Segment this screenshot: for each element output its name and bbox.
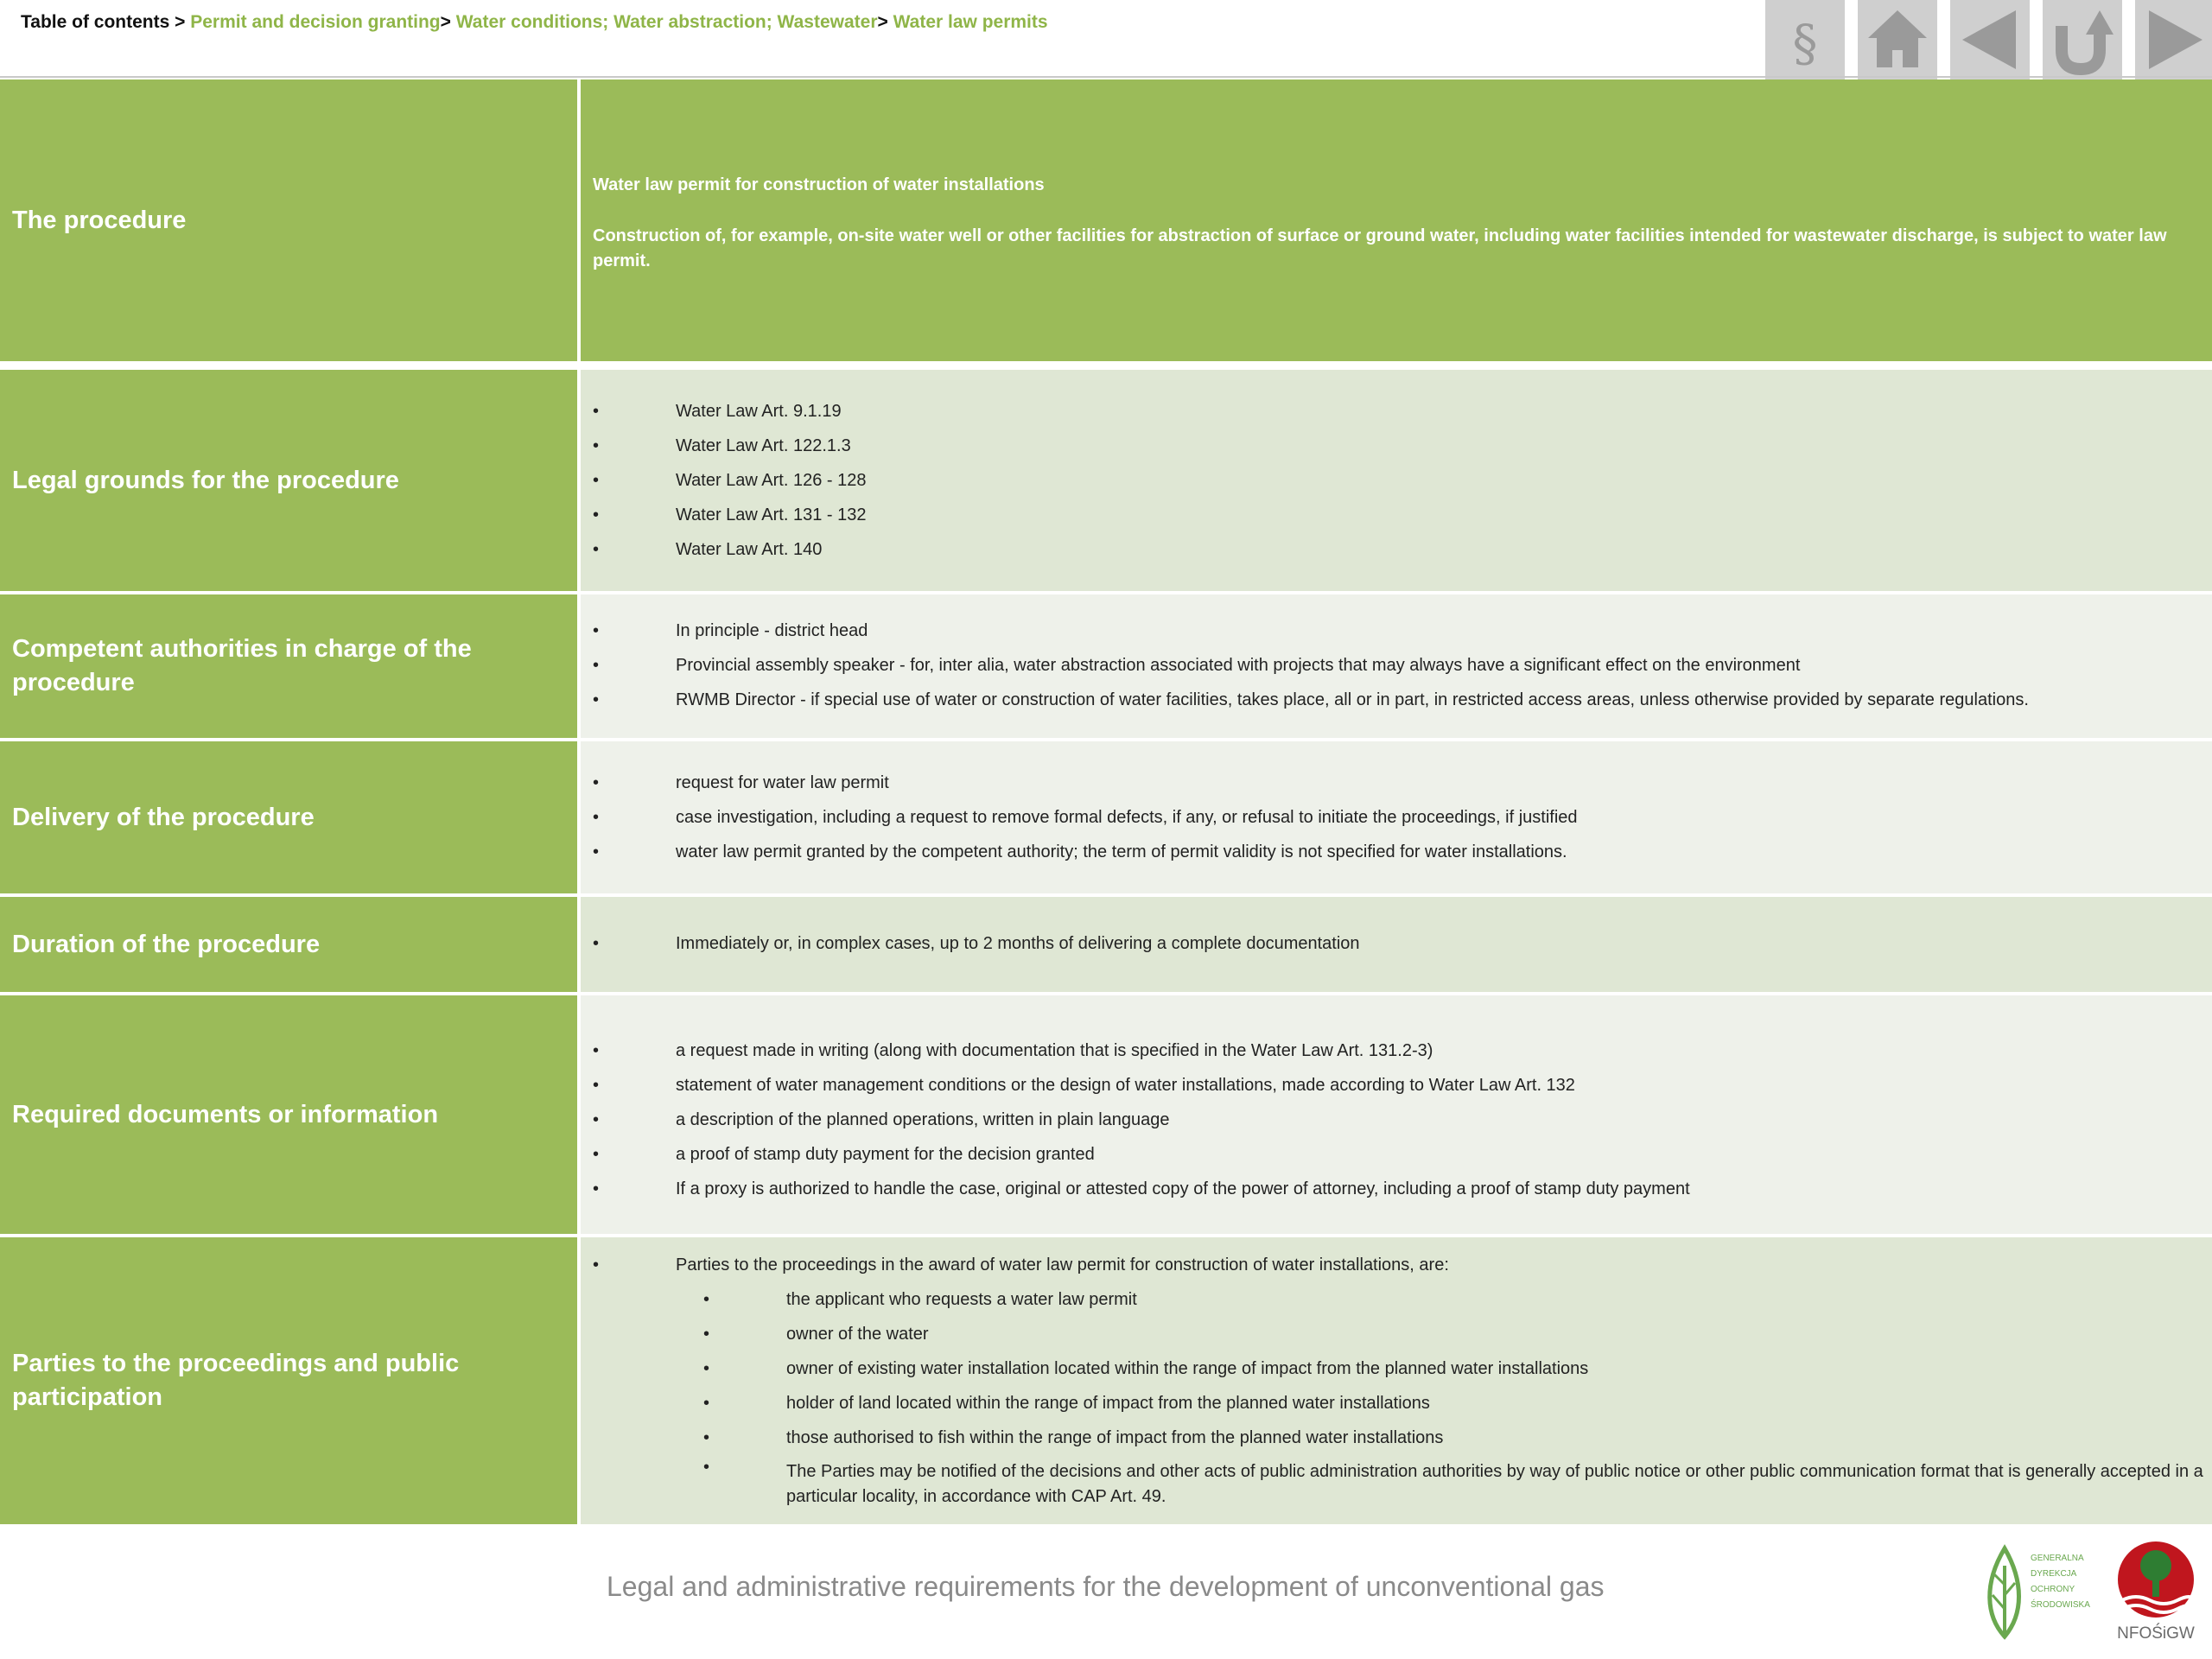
- table-row-parties: [0, 1237, 2212, 1524]
- parties-sub-list: [676, 1282, 2203, 1510]
- row-content-cell: [581, 995, 2212, 1234]
- sub-list-item: • owner of the water: [593, 1317, 2203, 1351]
- gdos-logo-line: ŚRODOWISKA: [2031, 1600, 2090, 1610]
- list-item: • Water Law Art. 126 - 128: [593, 463, 2203, 498]
- legal-grounds-list: [593, 394, 2203, 567]
- list-item: • Provincial assembly speaker - for, inter alia, water abstraction associated with projects that may always have a significant effect on the environment: [593, 648, 2203, 683]
- sub-list-item: • owner of existing water installation located within the range of impact from the planned water installations: [593, 1351, 2203, 1386]
- list-item: • RWMB Director - if special use of water or construction of water facilities, takes place, all or in part, in restricted access areas, unless otherwise provided by separate regulations.: [593, 683, 2203, 717]
- next-button[interactable]: [2135, 0, 2212, 79]
- list-item: • Water Law Art. 9.1.19: [593, 394, 2203, 429]
- list-item: • If a proxy is authorized to handle the case, original or attested copy of the power of attorney, including a proof of stamp duty payment: [593, 1172, 2203, 1206]
- home-button[interactable]: [1858, 0, 1937, 79]
- list-item: • request for water law permit: [593, 766, 2203, 800]
- list-item: [593, 1248, 2203, 1510]
- duration-list: [593, 926, 2203, 961]
- table-row-required-documents: [0, 995, 2212, 1234]
- procedure-title: Water law permit for construction of water installations: [593, 175, 1045, 194]
- row-content-cell: [581, 741, 2212, 893]
- parties-lead: Parties to the proceedings in the award of water law permit for construction of water installations, are:: [676, 1255, 1449, 1274]
- row-label-cell: [0, 741, 577, 893]
- home-icon: [1858, 0, 1937, 79]
- breadcrumb: [21, 12, 1048, 33]
- gdos-logo: [1979, 1540, 2091, 1643]
- row-label-cell: [0, 897, 577, 992]
- list-item: • a proof of stamp duty payment for the decision granted: [593, 1137, 2203, 1172]
- list-item: • a request made in writing (along with documentation that is specified in the Water Law Art. 131.2-3): [593, 1033, 2203, 1068]
- list-item: • Water Law Art. 122.1.3: [593, 429, 2203, 463]
- triangle-left-icon: [1950, 0, 2030, 79]
- row-content-cell: [581, 594, 2212, 738]
- u-turn-arrow-icon: [2043, 0, 2122, 79]
- row-label-cell: [0, 594, 577, 738]
- table-row-procedure: [0, 79, 2212, 361]
- breadcrumb-root-link[interactable]: Table of contents: [21, 12, 170, 32]
- procedure-description: [593, 173, 2191, 274]
- gdos-logo-line: DYREKCJA: [2031, 1569, 2077, 1579]
- triangle-right-icon: [2135, 0, 2212, 79]
- row-label: Legal grounds for the procedure: [12, 466, 399, 494]
- return-button[interactable]: [2043, 0, 2122, 79]
- table-row-legal-grounds: [0, 370, 2212, 591]
- list-item: • a description of the planned operations, written in plain language: [593, 1103, 2203, 1137]
- row-label: Required documents or information: [12, 1100, 439, 1128]
- row-content-cell: [581, 897, 2212, 992]
- list-item: • Water Law Art. 140: [593, 532, 2203, 567]
- parties-list: [593, 1248, 2203, 1510]
- row-label-cell: [0, 370, 577, 591]
- breadcrumb-separator: >: [175, 12, 186, 32]
- list-item: • Water Law Art. 131 - 132: [593, 498, 2203, 532]
- section-sign-icon: §: [1792, 14, 1818, 73]
- row-label: The procedure: [12, 206, 187, 234]
- sub-list-item: • those authorised to fish within the range of impact from the planned water installations: [593, 1421, 2203, 1455]
- list-item: • case investigation, including a request to remove formal defects, if any, or refusal to initiate the proceedings, if justified: [593, 800, 2203, 835]
- row-content-cell: [581, 1237, 2212, 1524]
- row-content-cell: [581, 79, 2212, 361]
- procedure-text: Construction of, for example, on-site water well or other facilities for abstraction of surface or ground water, including water facilities intended for wastewater discharge, is subject to water law permit.: [593, 226, 2167, 270]
- row-label: Duration of the procedure: [12, 930, 321, 958]
- table-row-duration: [0, 897, 2212, 992]
- row-label: Delivery of the procedure: [12, 803, 315, 831]
- list-item: • water law permit granted by the competent authority; the term of permit validity is not specified for water installations.: [593, 835, 2203, 869]
- row-label-cell: [0, 995, 577, 1234]
- breadcrumb-separator: >: [440, 12, 451, 32]
- breadcrumb-item-water-conditions[interactable]: Water conditions; Water abstraction; Wastewater: [455, 12, 878, 32]
- table-row-competent-authorities: [0, 594, 2212, 738]
- nfosigw-logo-text: NFOŚiGW: [2117, 1624, 2195, 1643]
- gdos-logo-line: GENERALNA: [2031, 1554, 2084, 1563]
- delivery-list: [593, 766, 2203, 869]
- sub-list-item: • the applicant who requests a water law permit: [593, 1282, 2203, 1317]
- breadcrumb-item-permits[interactable]: Permit and decision granting: [190, 12, 441, 32]
- list-item: • statement of water management conditions or the design of water installations, made according to Water Law Art. 132: [593, 1068, 2203, 1103]
- table-row-delivery: [0, 741, 2212, 893]
- back-button[interactable]: [1950, 0, 2030, 79]
- list-item: • In principle - district head: [593, 613, 2203, 648]
- row-label: Competent authorities in charge of the procedure: [12, 635, 472, 696]
- breadcrumb-item-water-law-permits[interactable]: Water law permits: [893, 12, 1048, 32]
- sub-list-item: • holder of land located within the range of impact from the planned water installations: [593, 1386, 2203, 1421]
- footer-title: Legal and administrative requirements for the development of unconventional gas: [607, 1571, 1605, 1602]
- header: [0, 0, 2212, 78]
- row-label: Parties to the proceedings and public participation: [12, 1350, 460, 1411]
- gdos-logo-line: OCHRONY: [2031, 1585, 2075, 1594]
- list-item: • Immediately or, in complex cases, up to 2 months of delivering a complete documentation: [593, 926, 2203, 961]
- row-content-cell: [581, 370, 2212, 591]
- row-label-cell: [0, 1237, 577, 1524]
- row-label-cell: [0, 79, 577, 361]
- header-divider: [0, 76, 2212, 78]
- sub-list-item: • The Parties may be notified of the decisions and other acts of public administration authorities by way of public notice or other public communication format that is generally accepted in a particular locality, in accordance with CAP Art. 49.: [593, 1455, 2203, 1510]
- documents-list: [593, 1033, 2203, 1206]
- breadcrumb-separator: >: [877, 12, 888, 32]
- law-button[interactable]: [1765, 0, 1845, 79]
- authorities-list: [593, 613, 2203, 717]
